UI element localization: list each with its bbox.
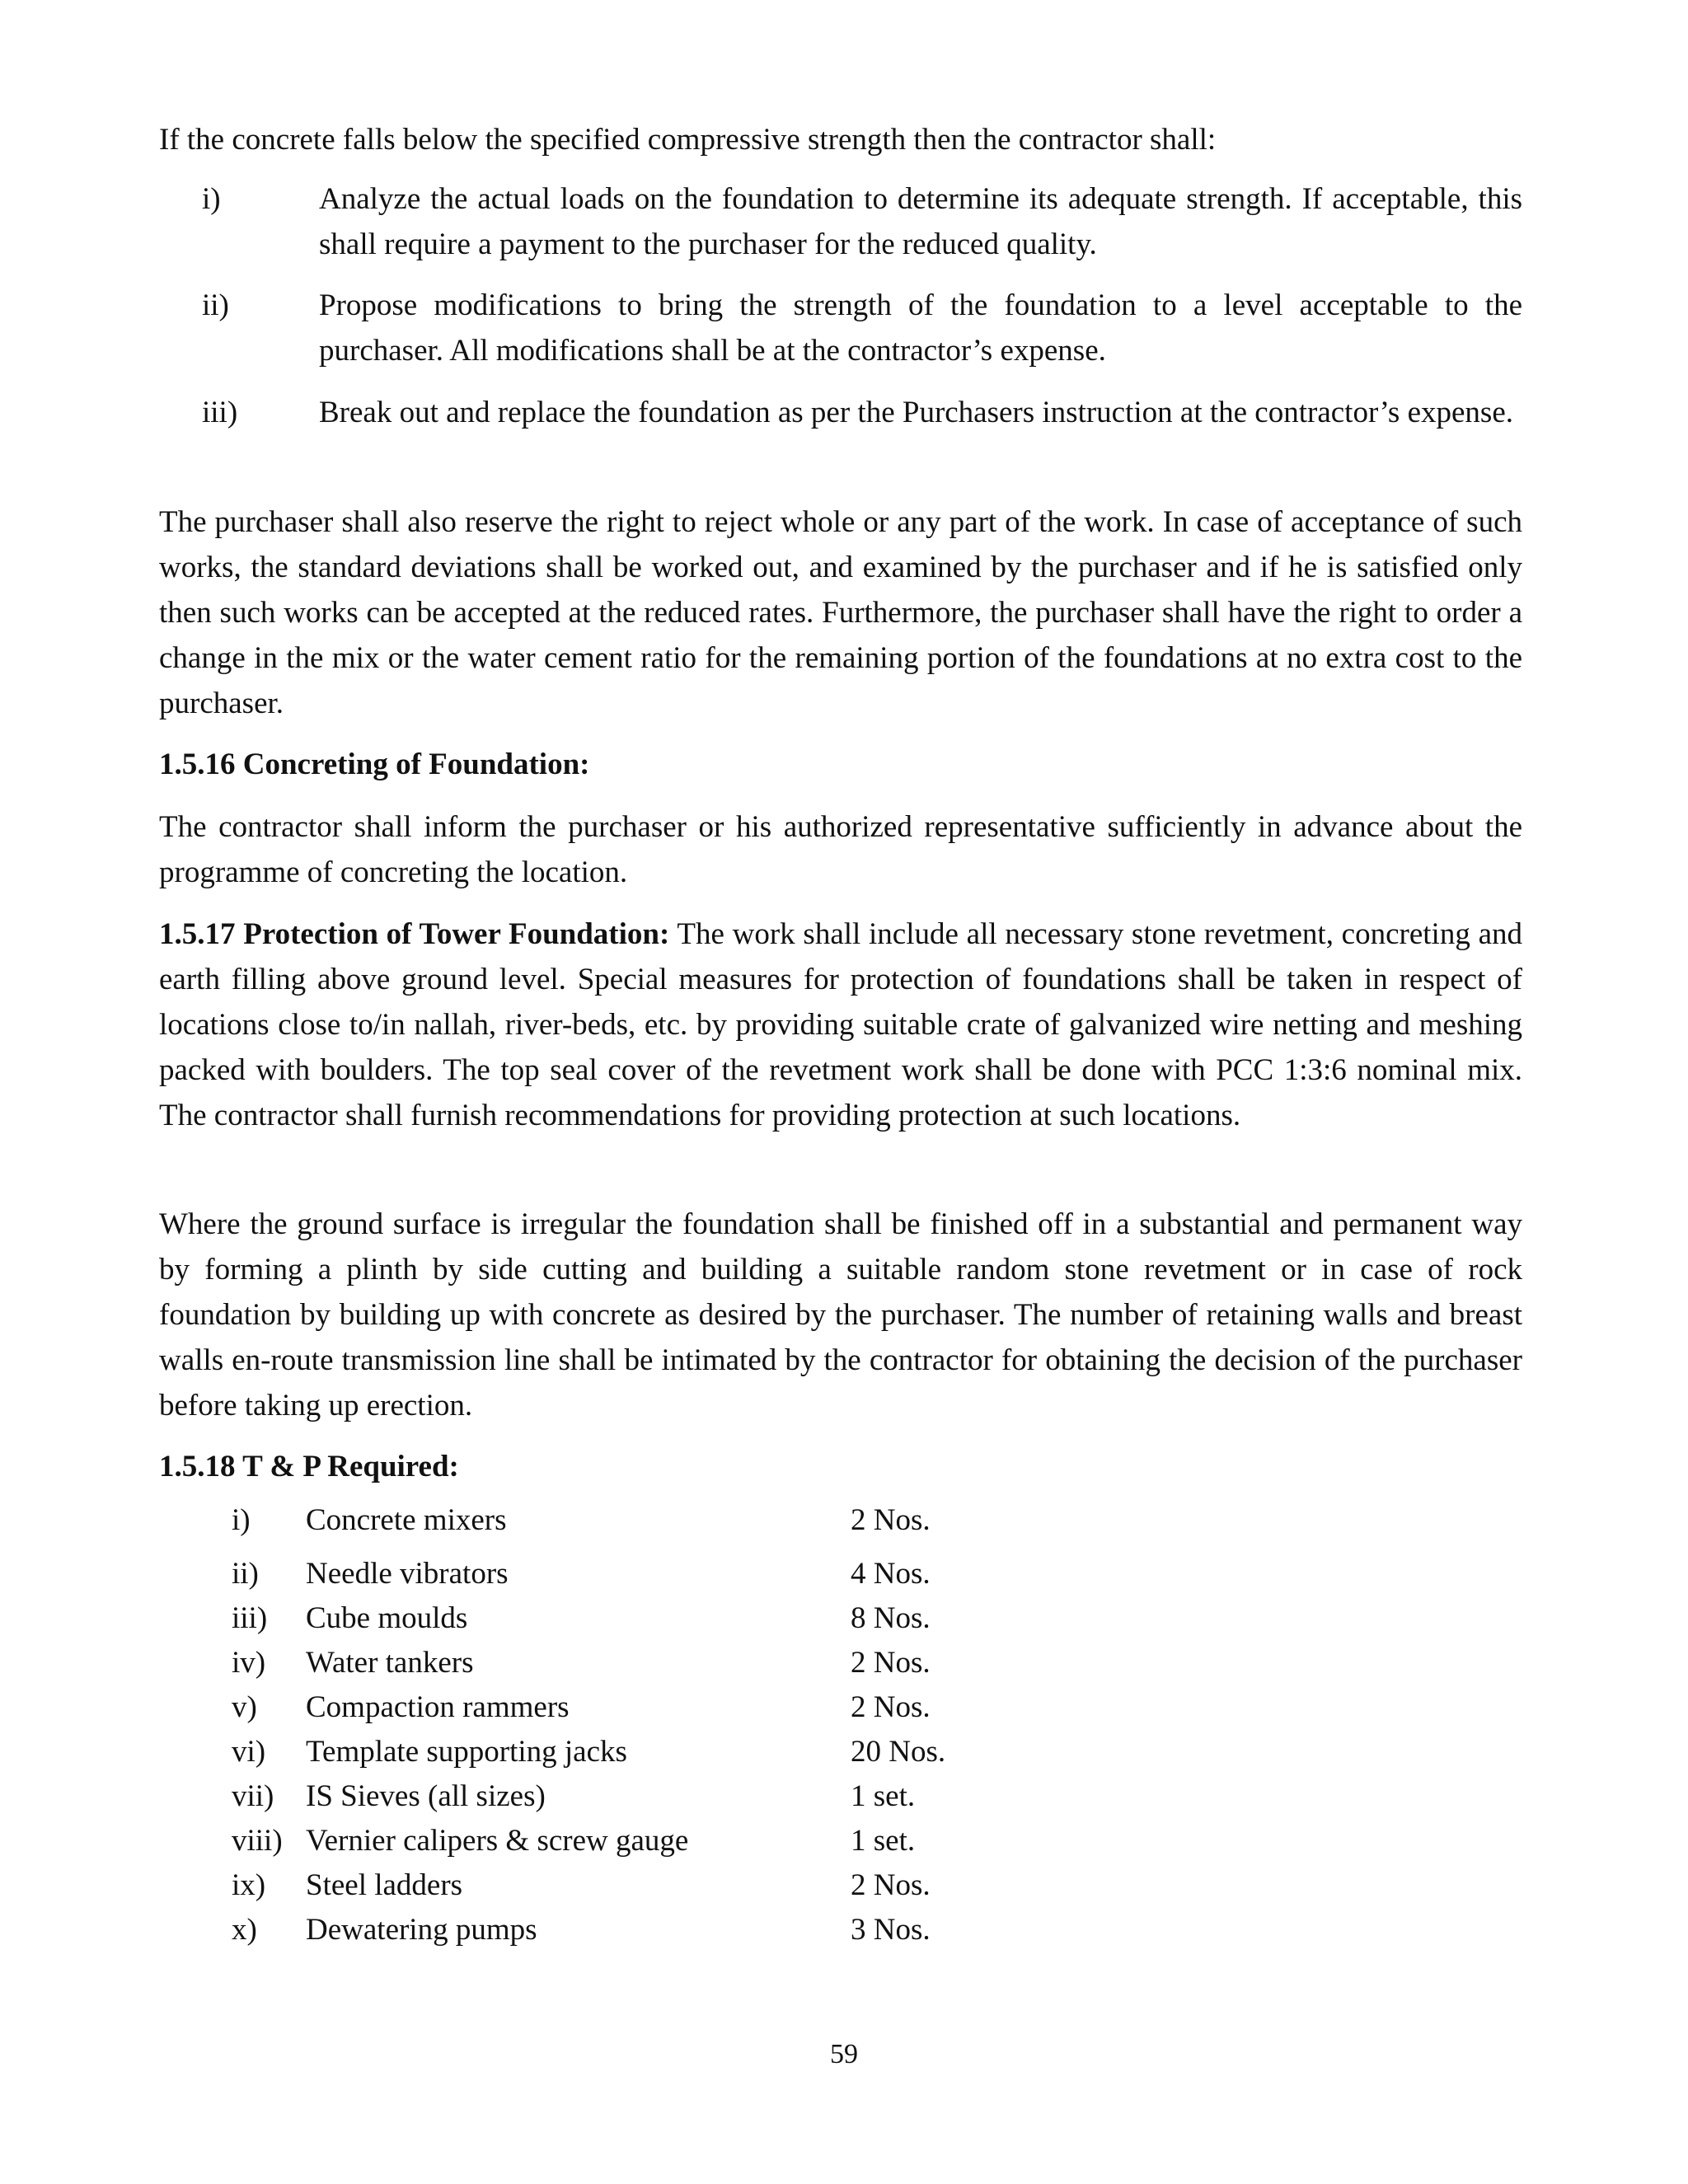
tp-item-number: v) <box>232 1690 257 1724</box>
tp-item-name: Cube moulds <box>306 1601 468 1635</box>
section-1516-heading: 1.5.16 Concreting of Foundation: <box>159 748 590 781</box>
section-1517-text: The work shall include all necessary stone revetment, concreting and earth filling above ground level. Special measures for protection of foundations shall be taken in respect of locations close to/in nallah, river-beds, etc. by providing suitable crate of galvanized wire netting and meshing packed with boulders. The top seal cover of the revetment work shall be done with PCC 1:3:6 nominal mix. The contractor shall furnish recommendations for providing protection at such locations. <box>159 917 1522 1132</box>
tp-item-number: i) <box>232 1503 251 1537</box>
tp-item-quantity: 3 Nos. <box>851 1913 931 1947</box>
intro-paragraph: If the concrete falls below the specified compressive strength then the contractor shall: <box>159 123 1217 157</box>
tp-item-number: iv) <box>232 1646 266 1680</box>
tp-list-item <box>232 1729 1056 1774</box>
section-1518-heading: 1.5.18 T & P Required: <box>159 1450 459 1483</box>
tp-item-quantity: 8 Nos. <box>851 1601 931 1635</box>
tp-item-quantity: 1 set. <box>851 1779 916 1813</box>
tp-list-item <box>232 1818 1056 1863</box>
tp-list-item <box>232 1907 1056 1952</box>
tp-item-name: Water tankers <box>306 1646 474 1680</box>
section-1517-paragraph <box>159 912 1522 1138</box>
tp-item-name: Template supporting jacks <box>306 1735 627 1769</box>
tp-item-name: Needle vibrators <box>306 1557 509 1591</box>
tp-item-quantity: 2 Nos. <box>851 1503 931 1537</box>
tp-list-item <box>232 1596 1056 1640</box>
remedy-number: i) <box>202 182 221 216</box>
tp-item-number: ix) <box>232 1868 266 1902</box>
page-number: 59 <box>830 2039 858 2069</box>
remedy-text: Analyze the actual loads on the foundation to determine its adequate strength. If acceptable, this shall require a payment to the purchaser for the reduced quality. <box>319 182 1522 261</box>
section-1517-heading: 1.5.17 Protection of Tower Foundation: <box>159 917 670 951</box>
tp-list-item <box>232 1685 1056 1729</box>
tp-item-quantity: 20 Nos. <box>851 1735 946 1769</box>
remedy-text: Propose modifications to bring the strength of the foundation to a level acceptable to the purchaser. All modifications shall be at the contractor’s expense. <box>319 288 1522 368</box>
tp-list-item <box>232 1497 1056 1542</box>
tp-item-name: Compaction rammers <box>306 1690 570 1724</box>
tp-list-item <box>232 1774 1056 1818</box>
tp-item-quantity: 2 Nos. <box>851 1868 931 1902</box>
tp-item-quantity: 2 Nos. <box>851 1690 931 1724</box>
tp-list-item <box>232 1640 1056 1685</box>
tp-item-number: vi) <box>232 1735 266 1769</box>
tp-item-name: Dewatering pumps <box>306 1913 537 1947</box>
tp-item-quantity: 2 Nos. <box>851 1646 931 1680</box>
tp-item-name: IS Sieves (all sizes) <box>306 1779 546 1813</box>
remedy-number: iii) <box>202 396 238 429</box>
tp-item-quantity: 1 set. <box>851 1824 916 1858</box>
tp-list-item <box>232 1551 1056 1596</box>
tp-item-name: Concrete mixers <box>306 1503 507 1537</box>
tp-item-number: ii) <box>232 1557 259 1591</box>
remedy-text: Break out and replace the foundation as per the Purchasers instruction at the contractor’s expense. <box>319 396 1513 429</box>
tp-item-name: Vernier calipers & screw gauge <box>306 1824 689 1858</box>
tp-list-item <box>232 1863 1056 1907</box>
tp-item-quantity: 4 Nos. <box>851 1557 931 1591</box>
tp-item-name: Steel ladders <box>306 1868 463 1902</box>
section-1516-text: The contractor shall inform the purchaser or his authorized representative sufficiently in advance about the programme of concreting the location. <box>159 810 1522 889</box>
tp-item-number: viii) <box>232 1824 283 1858</box>
ground-paragraph: Where the ground surface is irregular the foundation shall be finished off in a substantial and permanent way by forming a plinth by side cutting and building a suitable random stone revetment or in case of rock foundation by building up with concrete as desired by the purchaser. The number of retaining walls and breast walls en-route transmission line shall be intimated by the contractor for obtaining the decision of the purchaser before taking up erection. <box>159 1207 1522 1422</box>
tp-item-number: vii) <box>232 1779 274 1813</box>
remedy-number: ii) <box>202 288 229 322</box>
reject-paragraph: The purchaser shall also reserve the right to reject whole or any part of the work. In case of acceptance of such works, the standard deviations shall be worked out, and examined by the purchaser and if he is satisfied only then such works can be accepted at the reduced rates. Furthermore, the purchaser shall have the right to order a change in the mix or the water cement ratio for the remaining portion of the foundations at no extra cost to the purchaser. <box>159 505 1522 720</box>
tp-item-number: iii) <box>232 1601 268 1635</box>
tp-item-number: x) <box>232 1913 257 1947</box>
